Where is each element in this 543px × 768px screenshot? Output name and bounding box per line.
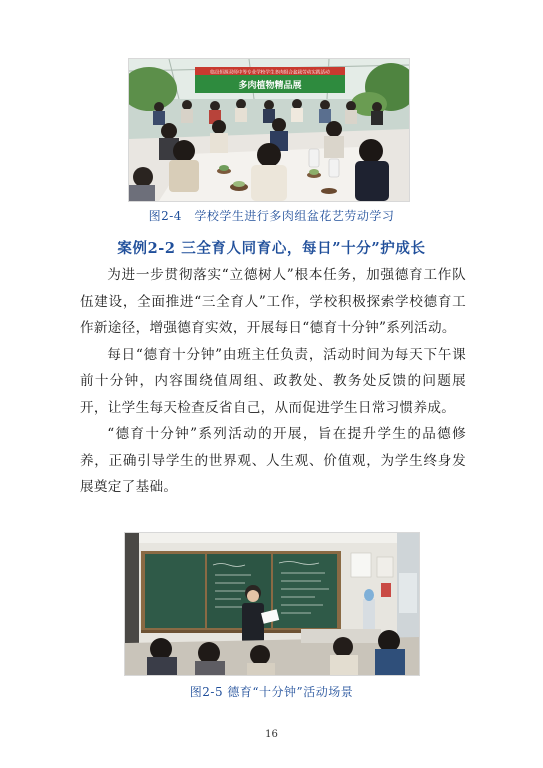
article-body: [80, 262, 466, 501]
greenhouse-scene: [129, 59, 409, 201]
paragraph: 为进一步贯彻落实“立德树人”根本任务，加强德育工作队伍建设，全面推进“三全育人”工作，学校积极探索学校德育工作新途径，增强德育实效，开展每日“德育十分钟”系列活动。: [80, 267, 466, 336]
water-dispenser: [363, 599, 375, 629]
page-number: 16: [265, 729, 278, 740]
classroom-scene: [125, 533, 419, 675]
classroom-activity-photo: [124, 532, 420, 676]
figure-caption: 图2-5 德育“十分钟”活动场景: [189, 685, 354, 699]
paragraph: 每日“德育十分钟”由班主任负责，活动时间为每天下午课前十分钟，内容围绕值周组、政教处、教务处反馈的问题展开，让学生每天检查反省自己，从而促进学生日常习惯养成。: [80, 346, 466, 416]
case-heading: 案例2-2 三全育人同育心，每日”十分”护成长: [117, 240, 426, 257]
paragraph: “德育十分钟”系列活动的开展，旨在提升学生的品德修养，正确引导学生的世界观、人生观、价值观，为学生终身发展奠定了基础。: [80, 426, 466, 495]
succulent-activity-photo: [128, 58, 410, 202]
banner-subtitle: 临邑恒源双师中等专业学校学生多肉组合盆栽劳动实践活动: [210, 70, 330, 76]
banner-title: 多肉植物精品展: [238, 81, 302, 91]
figure-caption: 图2-4 学校学生进行多肉组盆花艺劳动学习: [148, 209, 395, 223]
